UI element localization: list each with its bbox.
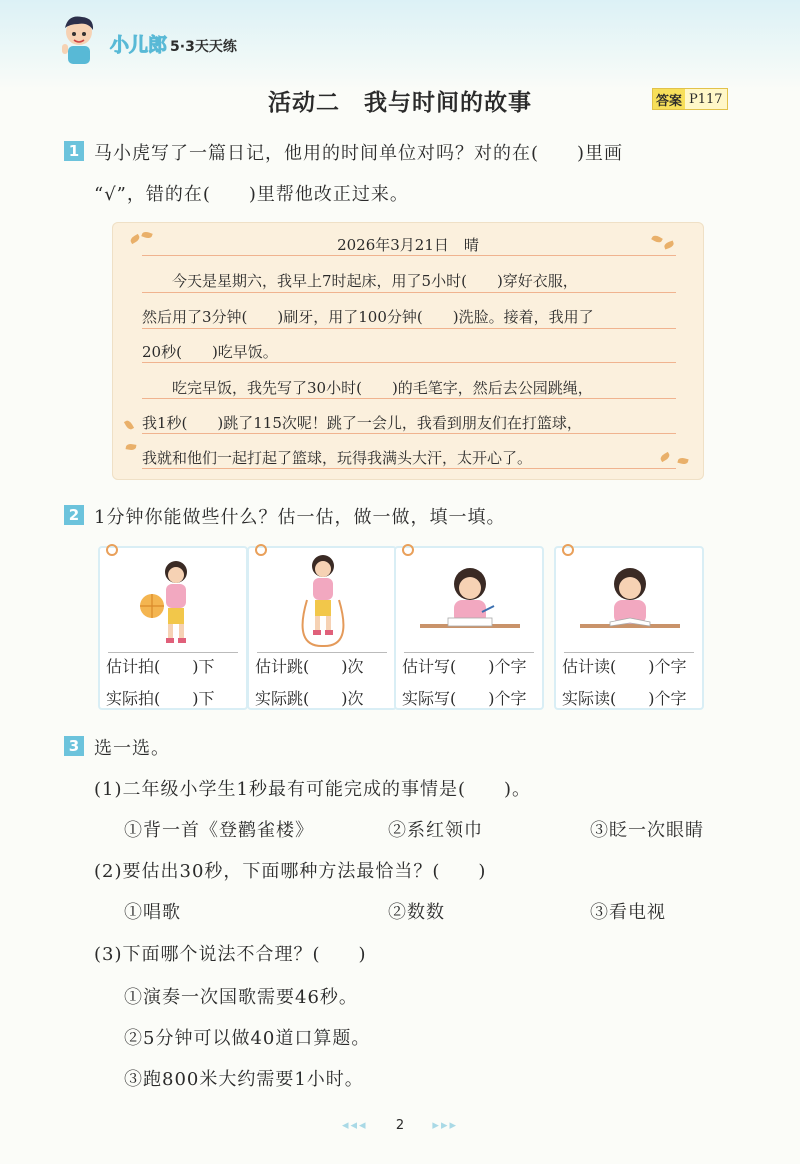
girl-writing-icon (420, 562, 520, 646)
question-2-number: 2 (64, 505, 84, 525)
q3-s1-option-2: ②系红领巾 (388, 820, 483, 841)
q3-s3-option-2: ②5分钟可以做40道口算题。 (124, 1028, 371, 1049)
girl-reading-icon (580, 562, 680, 646)
actual-text: 实际读( )个字 (562, 689, 687, 708)
diary-box (112, 222, 704, 480)
q3-s2-option-3: ③看电视 (590, 902, 666, 923)
brand-sub: 5·3天天练 (170, 39, 237, 55)
title-part2: 我与时间的故事 (364, 90, 532, 116)
girl-bouncing-ball-icon (136, 556, 208, 648)
boy-mascot-icon (58, 14, 100, 66)
diary-line: 吃完早饭，我先写了30小时( )的毛笔字，然后去公园跳绳， (142, 379, 593, 397)
diary-line: 今天是星期六，我早上7时起床，用了5小时( )穿好衣服， (142, 272, 578, 290)
q3-s3-option-1: ①演奏一次国歌需要46秒。 (124, 987, 358, 1008)
actual-text: 实际写( )个字 (402, 689, 527, 708)
page-number: 2 (395, 1118, 405, 1133)
q3-s3-option-3: ③跑800米大约需要1小时。 (124, 1069, 364, 1090)
q3-s2-option-1: ①唱歌 (124, 902, 181, 923)
estimate-text: 估计跳( )次 (255, 657, 364, 676)
answer-label: 答案 (656, 93, 683, 109)
leaf-decoration-icon (677, 457, 688, 465)
q3-sub-1: (1)二年级小学生1秒最有可能完成的事情是( )。 (94, 779, 531, 800)
q2-text: 1分钟你能做些什么？估一估，做一做，填一填。 (94, 507, 506, 528)
diary-line: 我就和他们一起打起了篮球，玩得我满头大汗，太开心了。 (142, 449, 533, 467)
question-3-number: 3 (64, 736, 84, 756)
diary-date: 2026年3月21日 晴 (337, 236, 479, 254)
q1-line-1: 马小虎写了一篇日记，他用的时间单位对吗？对的在( )里画 (94, 143, 624, 164)
q3-s1-option-1: ①背一首《登鹳雀楼》 (124, 820, 314, 841)
q3-s2-option-2: ②数数 (388, 902, 445, 923)
estimate-text: 估计读( )个字 (562, 657, 687, 676)
activity-card-bounce-ball (98, 546, 248, 710)
activity-card-writing (394, 546, 544, 710)
q3-sub-2: (2)要估出30秒，下面哪种方法最恰当？( ) (94, 861, 487, 882)
brand-logo (110, 30, 237, 57)
diary-line: 我1秒( )跳了115次呢！跳了一会儿，我看到朋友们在打篮球， (142, 414, 582, 432)
actual-text: 实际拍( )下 (106, 689, 215, 708)
page-number-footer (0, 1118, 800, 1133)
leaf-decoration-icon (126, 443, 137, 451)
q3-sub-3: (3)下面哪个说法不合理？( ) (94, 944, 367, 965)
leaf-decoration-icon (659, 452, 671, 462)
girl-jumping-rope-icon (283, 552, 363, 650)
question-1-number: 1 (64, 141, 84, 161)
estimate-text: 估计写( )个字 (402, 657, 527, 676)
diary-line: 然后用了3分钟( )刷牙，用了100分钟( )洗脸。接着，我用了 (142, 308, 594, 326)
q1-line-2: “√”，错的在( )里帮他改正过来。 (94, 184, 409, 205)
brand-main: 小儿郎 (110, 34, 168, 56)
answer-reference-badge (652, 88, 728, 110)
left-arrows-icon: ◂◂◂ (342, 1118, 368, 1133)
leaf-decoration-icon (124, 419, 134, 431)
q3-s1-option-3: ③眨一次眼睛 (590, 820, 704, 841)
q3-text: 选一选。 (94, 738, 170, 759)
activity-card-jump-rope (247, 546, 397, 710)
activity-card-reading (554, 546, 704, 710)
title-part1: 活动二 (268, 90, 340, 116)
actual-text: 实际跳( )次 (255, 689, 364, 708)
estimate-text: 估计拍( )下 (106, 657, 215, 676)
answer-page: P117 (685, 89, 727, 109)
diary-line: 20秒( )吃早饭。 (142, 343, 278, 361)
right-arrows-icon: ▸▸▸ (432, 1118, 458, 1133)
